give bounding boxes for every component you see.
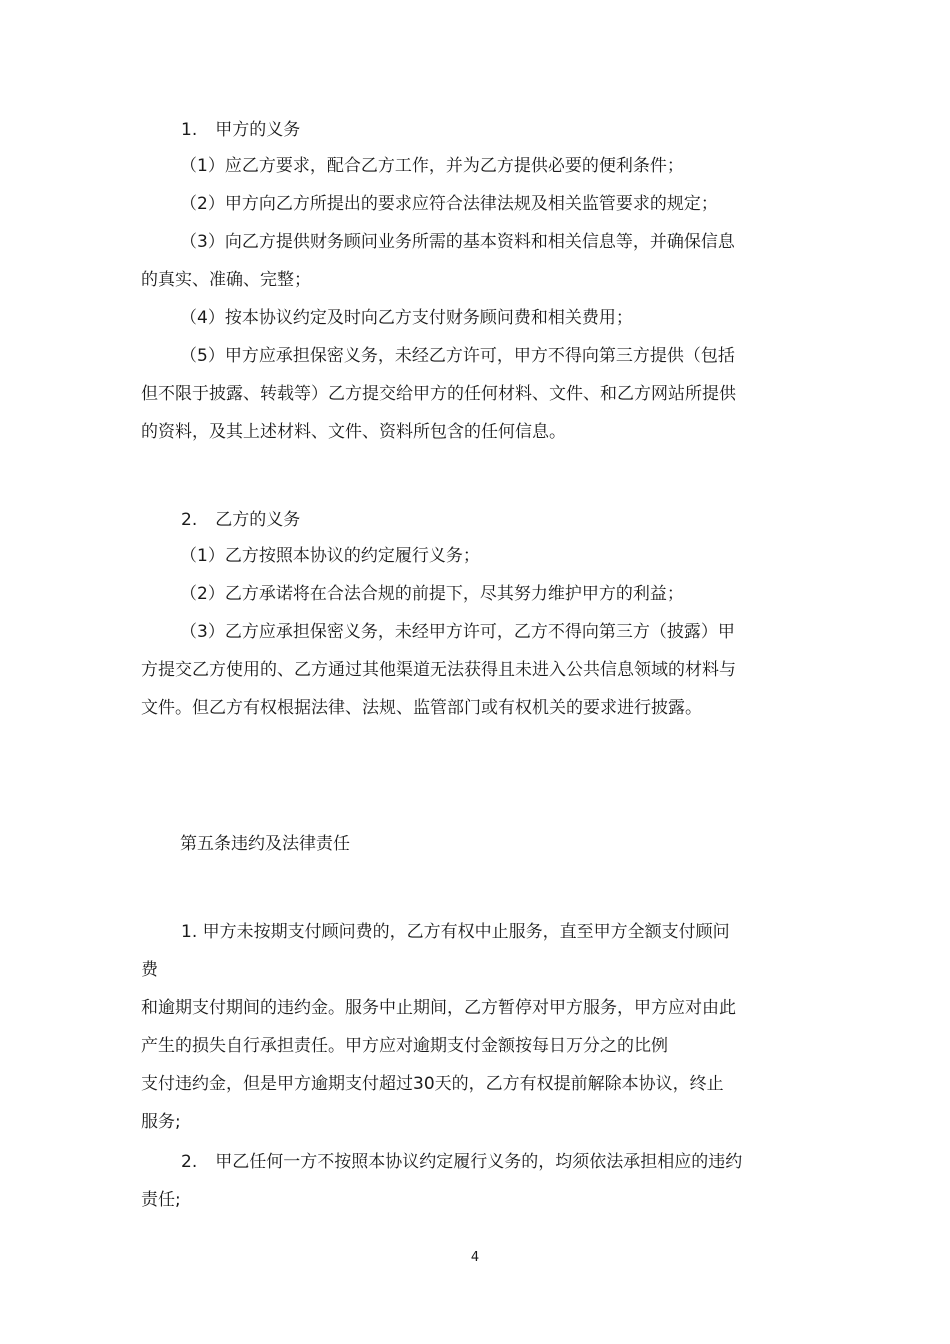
section1-item-3-cont: 的真实、准确、完整；: [141, 270, 311, 290]
section1-heading-text: 甲方的义务: [215, 120, 301, 140]
article5-item1-line4: 产生的损失自行承担责任。甲方应对逾期支付金额按每日万分之的比例: [141, 1036, 668, 1056]
article5-item2-line2: 责任;: [141, 1190, 181, 1210]
article5-item2-line1: [181, 1150, 742, 1174]
section1-item-5-cont-1: 但不限于披露、转载等）乙方提交给甲方的任何材料、文件、和乙方网站所提供: [141, 384, 736, 404]
article5-item1-line1: 1. 甲方未按期支付顾问费的，乙方有权中止服务，直至甲方全额支付顾问: [181, 922, 730, 942]
article5-item1-line2: 费: [141, 960, 158, 980]
section2-item-3-cont-1: 方提交乙方使用的、乙方通过其他渠道无法获得且未进入公共信息领域的材料与: [141, 660, 736, 680]
section2-item-1: （1）乙方按照本协议的约定履行义务；: [180, 546, 480, 566]
section2-heading: [181, 508, 300, 532]
section2-item-3: （3）乙方应承担保密义务，未经甲方许可，乙方不得向第三方（披露）甲: [180, 622, 735, 642]
article5-item1-line5: 支付违约金，但是甲方逾期支付超过30天的，乙方有权提前解除本协议，终止: [141, 1074, 724, 1094]
section2-item-3-cont-2: 文件。但乙方有权根据法律、法规、监管部门或有权机关的要求进行披露。: [141, 698, 702, 718]
section2-heading-text: 乙方的义务: [215, 510, 301, 530]
section1-item-4: （4）按本协议约定及时向乙方支付财务顾问费和相关费用；: [180, 308, 633, 328]
article5-item2-text: 甲乙任何一方不按照本协议约定履行义务的，均须依法承担相应的违约: [215, 1152, 743, 1172]
article5-item2-number: 2.: [181, 1152, 198, 1172]
article5-item1-line3: 和逾期支付期间的违约金。服务中止期间，乙方暂停对甲方服务，甲方应对由此: [141, 998, 736, 1018]
section1-item-5: （5）甲方应承担保密义务，未经乙方许可，甲方不得向第三方提供（包括: [180, 346, 735, 366]
article5-item1-line6: 服务;: [141, 1112, 181, 1132]
section2-item-2: （2）乙方承诺将在合法合规的前提下，尽其努力维护甲方的利益；: [180, 584, 684, 604]
section1-item-5-cont-2: 的资料，及其上述材料、文件、资料所包含的任何信息。: [141, 422, 566, 442]
page-number: 4: [470, 1250, 480, 1265]
section2-heading-number: 2.: [181, 510, 198, 530]
section1-item-1: （1）应乙方要求，配合乙方工作，并为乙方提供必要的便利条件；: [180, 156, 684, 176]
article5-title: 第五条违约及法律责任: [180, 834, 350, 854]
section1-heading-number: 1.: [181, 120, 198, 140]
section1-item-2: （2）甲方向乙方所提出的要求应符合法律法规及相关监管要求的规定；: [180, 194, 718, 214]
section1-item-3: （3）向乙方提供财务顾问业务所需的基本资料和相关信息等，并确保信息: [180, 232, 735, 252]
section1-heading: [181, 118, 300, 142]
